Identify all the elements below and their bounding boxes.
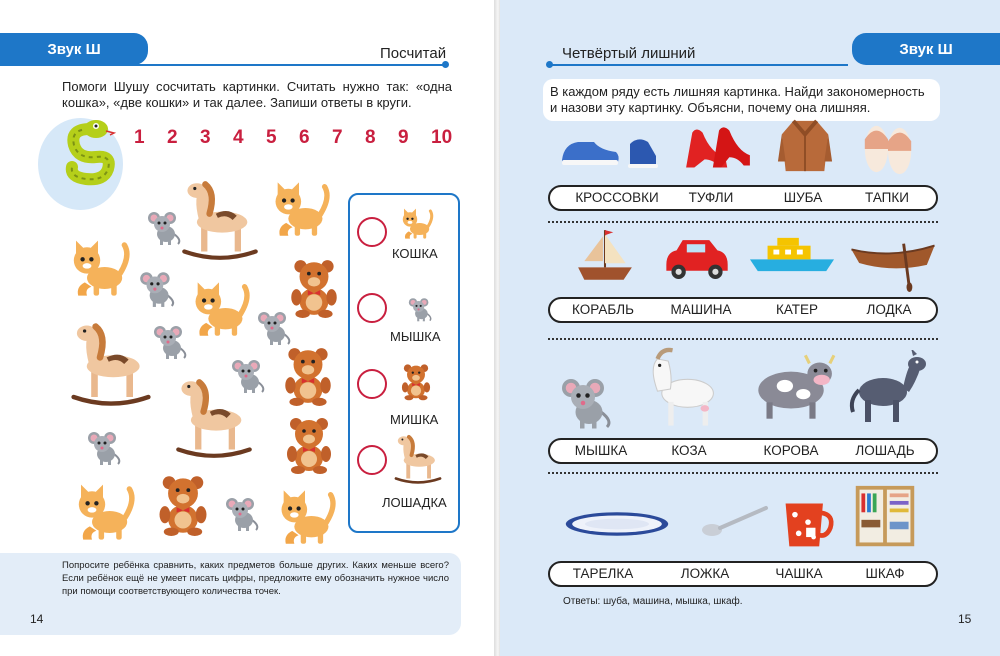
- mouse-picture-right: [556, 370, 616, 430]
- rowboat-picture: [848, 234, 938, 292]
- coat-picture: [776, 116, 834, 176]
- word-row-4: [548, 561, 938, 587]
- word-row-2: [548, 297, 938, 323]
- answer-circle-mouse[interactable]: [357, 293, 387, 323]
- word-motorboat: КАТЕР: [775, 302, 819, 317]
- page-number: 14: [30, 612, 44, 626]
- word-plate: ТАРЕЛКА: [572, 566, 634, 581]
- car-picture: [660, 234, 732, 280]
- number-4: 4: [233, 127, 244, 148]
- mouse-picture: [144, 206, 184, 246]
- number-3: 3: [200, 127, 211, 148]
- heels-picture: [682, 122, 754, 174]
- cat-picture: [270, 484, 340, 548]
- header-rule-right: [548, 64, 848, 66]
- plate-picture: [562, 508, 672, 540]
- goat-picture: [636, 346, 722, 432]
- spoon-picture: [700, 502, 770, 542]
- label-bear: МИШКА: [390, 412, 439, 427]
- bear-picture: [288, 256, 340, 318]
- number-8: 8: [365, 127, 376, 148]
- word-car: МАШИНА: [670, 302, 732, 317]
- row-divider: [548, 472, 938, 474]
- word-horse: ЛОШАДЬ: [855, 443, 915, 458]
- answers-text: Ответы: шуба, машина, мышка, шкаф.: [563, 596, 743, 607]
- row-divider: [548, 221, 938, 223]
- section-tab-right: Звук Ш: [852, 33, 1000, 65]
- answer-circle-bear[interactable]: [357, 369, 387, 399]
- word-row-3: [548, 438, 938, 464]
- answer-circle-horse[interactable]: [357, 445, 387, 475]
- label-mouse: МЫШКА: [390, 329, 441, 344]
- mouse-icon: [406, 293, 434, 323]
- number-5: 5: [266, 127, 277, 148]
- number-9: 9: [398, 127, 409, 148]
- slippers-picture: [858, 120, 918, 178]
- cat-picture: [264, 176, 334, 240]
- cup-picture: [780, 496, 836, 552]
- sneakers-picture: [560, 130, 660, 170]
- word-slippers: ТАПКИ: [865, 190, 909, 205]
- ship-picture: [574, 226, 636, 288]
- number-10: 10: [431, 127, 453, 148]
- donkey-picture: [846, 350, 928, 430]
- snake-illustration: [50, 112, 130, 198]
- word-heels: ТУФЛИ: [688, 190, 734, 205]
- answer-circle-cat[interactable]: [357, 217, 387, 247]
- label-horse: ЛОШАДКА: [382, 495, 447, 510]
- cow-picture: [744, 348, 836, 426]
- horse-picture: [66, 320, 156, 408]
- answer-box: [348, 193, 460, 533]
- horse-picture: [172, 376, 256, 460]
- word-sneakers: КРОССОВКИ: [575, 190, 659, 205]
- header-rule: [0, 64, 446, 66]
- cat-picture: [62, 234, 134, 300]
- left-page: [0, 0, 497, 656]
- bear-picture: [282, 344, 334, 406]
- word-coat: ШУБА: [783, 190, 823, 205]
- number-row: [134, 127, 464, 149]
- cat-picture: [184, 276, 254, 340]
- bear-picture: [284, 414, 334, 474]
- number-6: 6: [299, 127, 310, 148]
- header-rule-dot-right: [546, 61, 553, 68]
- task-instruction: Помоги Шушу сосчитать картинки. Считать нужно так: «одна кошка», «две кошки» и так далее. Запиши ответы в круги.: [62, 79, 452, 110]
- section-tab: Звук Ш: [0, 33, 148, 65]
- bear-icon: [400, 361, 432, 401]
- row-divider: [548, 338, 938, 340]
- page-number-right: 15: [958, 612, 972, 626]
- horse-picture: [178, 178, 262, 262]
- word-row-1: [548, 185, 938, 211]
- bear-picture: [156, 472, 210, 536]
- word-mouse: МЫШКА: [574, 443, 628, 458]
- word-rowboat: ЛОДКА: [866, 302, 912, 317]
- word-goat: КОЗА: [671, 443, 707, 458]
- number-1: 1: [134, 127, 145, 148]
- page-heading-right: Четвёртый лишний: [562, 45, 696, 62]
- mouse-picture: [150, 320, 190, 360]
- word-cup: ЧАШКА: [775, 566, 823, 581]
- wardrobe-picture: [852, 484, 918, 550]
- mouse-picture: [254, 306, 294, 346]
- word-ship: КОРАБЛЬ: [572, 302, 634, 317]
- label-cat: КОШКА: [392, 246, 438, 261]
- mouse-picture: [222, 492, 262, 532]
- mouse-picture: [84, 426, 124, 466]
- cat-picture: [66, 478, 140, 544]
- task-instruction-right: В каждом ряду есть лишняя картинка. Найди закономерность и назови эту картинку. Объясни, почему она лишняя.: [543, 79, 940, 121]
- motorboat-picture: [748, 232, 836, 276]
- word-cow: КОРОВА: [763, 443, 819, 458]
- parent-note: Попросите ребёнка сравнить, каких предметов больше других. Каких меньше всего? Если ребёнок ещё не умеет писать цифры, предложите ему обозначить нужное число при помощи соответствующего количества точек.: [0, 553, 461, 635]
- word-wardrobe: ШКАФ: [865, 566, 905, 581]
- cat-icon: [396, 205, 436, 241]
- horse-icon: [392, 433, 444, 485]
- page-heading: Посчитай: [380, 45, 447, 62]
- word-spoon: ЛОЖКА: [680, 566, 730, 581]
- number-7: 7: [332, 127, 343, 148]
- number-2: 2: [167, 127, 178, 148]
- header-rule-dot: [442, 61, 449, 68]
- mouse-picture: [136, 266, 178, 308]
